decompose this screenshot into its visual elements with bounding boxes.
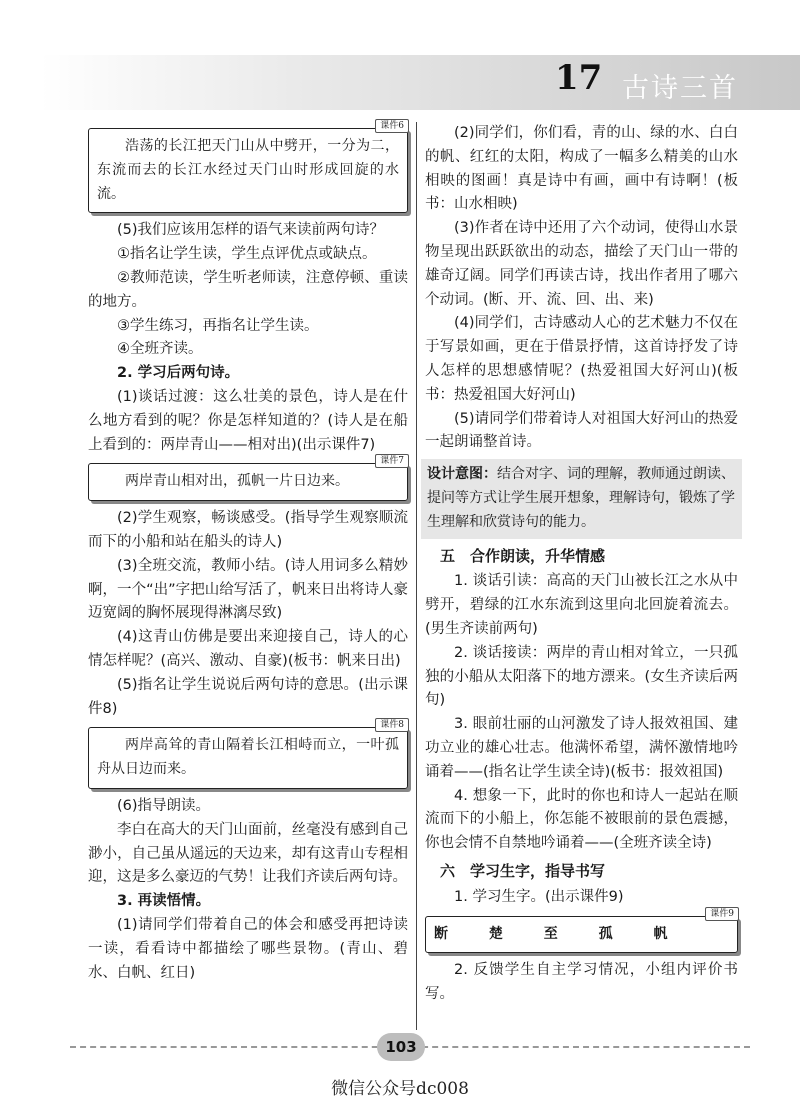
right-column [425,122,738,1007]
paragraph: (3)全班交流，教师小结。(诗人用词多么精妙啊，一个“出”字把山给写活了，帆来日出将诗人豪迈宽阔的胸怀展现得淋漓尽致) [88,557,408,622]
courseware-tag: 课件9 [705,907,739,921]
paragraph: 2. 反馈学生自主学习情况，小组内评价书写。 [425,962,738,1003]
step-heading: 3. 再读悟情。 [117,893,211,910]
paragraph: (5)我们应该用怎样的语气来读前两句诗？ [117,222,385,239]
paragraph: (1)请同学们带着自己的体会和感受再把诗读一读，看看诗中都描绘了哪些景物。(青山、碧水、白帆、红日) [88,916,408,981]
courseware-text: 两岸高耸的青山隔着长江相峙而立，一叶孤舟从日边而来。 [97,737,399,778]
paragraph: (1)谈话过渡：这么壮美的景色，诗人是在什么地方看到的呢？你是怎样知道的？(诗人是在船上看到的：两岸青山——相对出)(出示课件7) [88,388,408,453]
section-heading-6: 六 学习生字，指导书写 [440,861,606,880]
courseware-tag: 课件6 [375,119,409,133]
lesson-number: 17 [555,58,603,98]
paragraph: 4. 想象一下，此时的你也和诗人一起站在顺流而下的小船上，你怎能不被眼前的景色震撼，你也会情不自禁地吟诵着——(全班齐读全诗) [425,787,738,852]
design-intent-text: 结合对字、词的理解，教师通过朗读、提问等方式让学生展开想象，理解诗句，锻炼了学生理解和欣赏诗句的能力。 [427,466,735,530]
courseware-box-7 [88,456,408,501]
courseware-box-6 [88,121,408,213]
watermark-text: 微信公众号dc008 [331,1079,469,1099]
courseware-box-8 [88,720,408,789]
paragraph: ②教师范读，学生听老师读，注意停顿、重读的地方。 [88,269,408,310]
paragraph: ④全班齐读。 [117,341,203,358]
design-intent-label: 设计意图： [427,466,497,483]
paragraph: ①指名让学生读，学生点评优点或缺点。 [117,246,377,263]
step-heading: 2. 学习后两句诗。 [117,365,240,382]
paragraph: 1. 学习生字。(出示课件9) [454,888,624,905]
paragraph: (2)学生观察，畅谈感受。(指导学生观察顺流而下的小船和站在船头的诗人) [88,510,408,550]
paragraph: (3)作者在诗中还用了六个动词，使得山水景物呈现出跃跃欲出的动态，描绘了天门山一带的雄奇辽阔。同学们再读古诗，找出作者用了哪六个动词。(断、开、流、回、出、来) [425,220,738,308]
paragraph: (6)指导朗读。 [117,797,211,814]
paragraph: (4)这青山仿佛是要出来迎接自己，诗人的心情怎样呢？(高兴、激动、自豪)(板书：帆来日出) [88,629,408,669]
paragraph: ③学生练习，再指名让学生读。 [117,317,319,334]
paragraph: 3. 眼前壮丽的山河激发了诗人报效祖国、建功立业的雄心壮志。他满怀希望，满怀激情地吟诵着——(指名让学生读全诗)(板书：报效祖国) [425,716,738,780]
column-divider [416,122,417,1030]
paragraph: (4)同学们，古诗感动人心的艺术魅力不仅在于写景如画，更在于借景抒情，这首诗抒发了诗人怎样的思想感情呢？(热爱祖国大好河山)(板书：热爱祖国大好河山) [425,315,738,403]
left-column [88,122,408,985]
courseware-text: 浩荡的长江把天门山从中劈开，一分为二，东流而去的长江水经过天门山时形成回旋的水流。 [97,138,399,202]
paragraph: 1. 谈话引读：高高的天门山被长江之水从中劈开，碧绿的江水东流到这里向北回旋着流去。(男生齐读前两句) [425,573,738,637]
courseware-characters: 断 楚 至 孤 帆 [434,925,686,942]
paragraph: (5)指名让学生说说后两句诗的意思。(出示课件8) [88,676,408,717]
courseware-tag: 课件7 [375,454,409,468]
paragraph: (2)同学们，你们看，青的山、绿的水、白白的帆、红红的太阳，构成了一幅多么精美的山水相映的图画！真是诗中有画，画中有诗啊！(板书：山水相映) [425,125,738,213]
courseware-text: 两岸青山相对出，孤帆一片日边来。 [125,473,349,490]
paragraph: (5)请同学们带着诗人对祖国大好河山的热爱一起朗诵整首诗。 [425,410,738,451]
courseware-box-9 [425,908,738,954]
paragraph: 2. 谈话接读：两岸的青山相对耸立，一只孤独的小船从太阳落下的地方漂来。(女生齐读后两句) [425,644,738,709]
design-intent-box [421,459,742,538]
courseware-tag: 课件8 [375,718,409,732]
paragraph: 李白在高大的天门山面前，丝毫没有感到自己渺小，自己虽从遥远的天边来，却有这青山专程相迎，这是多么豪迈的气势！让我们齐读后两句诗。 [88,821,408,886]
lesson-title: 古诗三首 [622,73,738,104]
section-heading-5: 五 合作朗读，升华情感 [440,546,606,565]
page-number: 103 [377,1033,425,1061]
